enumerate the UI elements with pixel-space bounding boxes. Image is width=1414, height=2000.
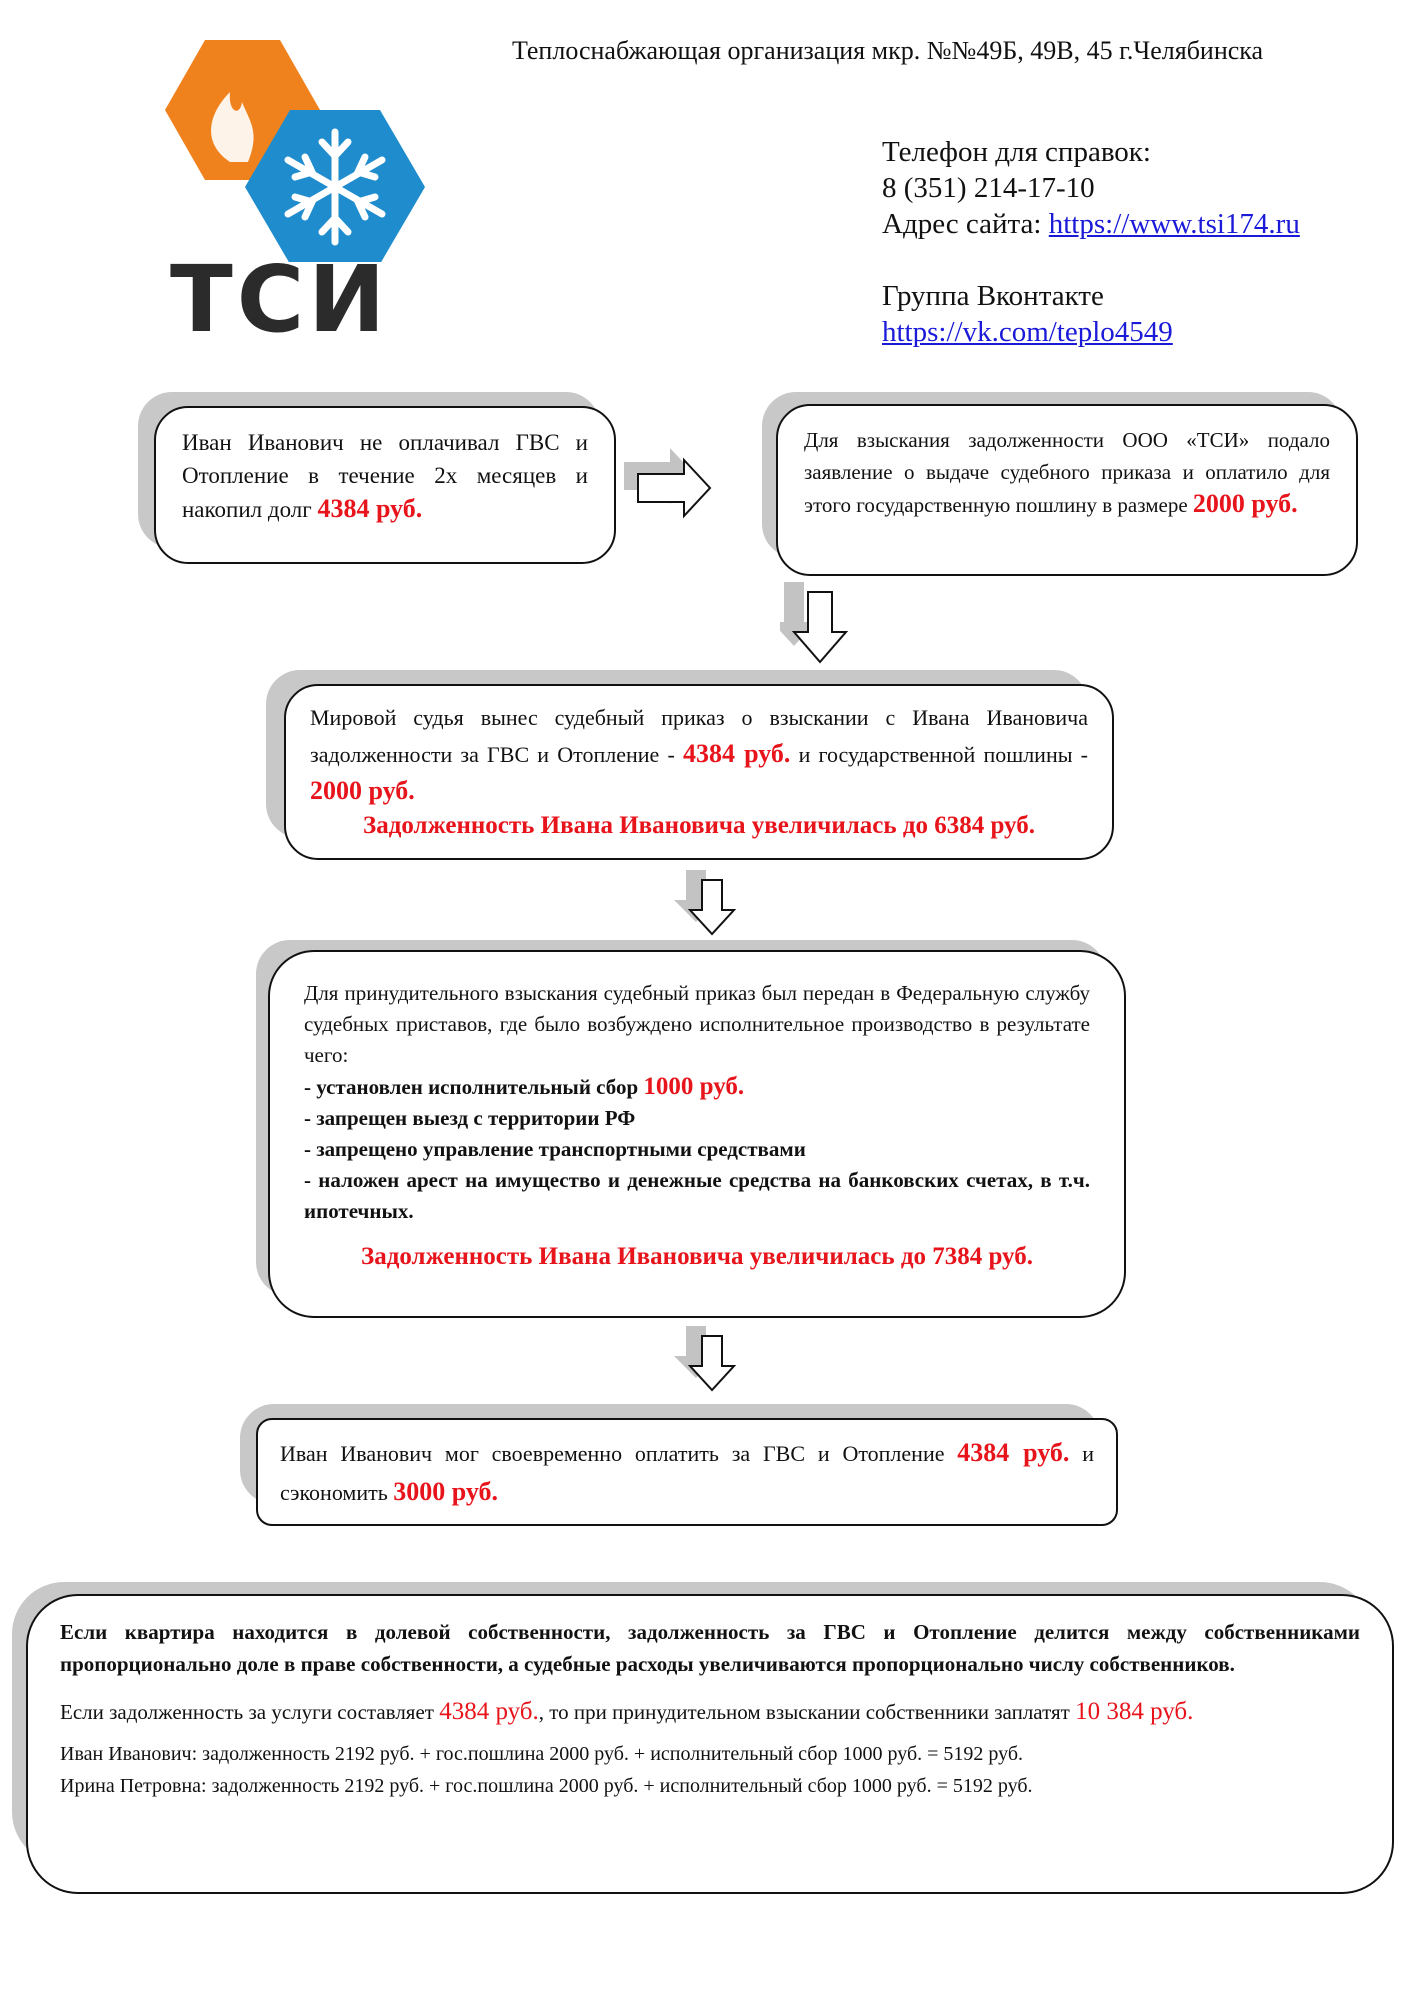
note-line2-amount-b: 10 384 руб. (1075, 1698, 1194, 1725)
step2-amount: 2000 руб. (1192, 489, 1298, 518)
step1-box (154, 406, 616, 564)
step5-amount-a: 4384 руб. (957, 1438, 1070, 1467)
step4-item1-amount: 1000 руб. (643, 1073, 745, 1100)
note-owner1: Иван Иванович: задолженность 2192 руб. + гос.пошлина 2000 руб. + исполнительный сбор 1000 руб. = 5192 руб. (60, 1743, 1024, 1765)
note-owner2: Ирина Петровна: задолженность 2192 руб. + гос.пошлина 2000 руб. + исполнительный сбор 1000 руб. = 5192 руб. (60, 1775, 1033, 1797)
vk-label: Группа Вконтакте (882, 280, 1104, 312)
note-box (26, 1594, 1394, 1894)
step4-box (268, 950, 1126, 1318)
contacts (882, 134, 1300, 350)
note-line2-a: Если задолженность за услуги составляет (60, 1700, 440, 1724)
org-title: Теплоснабжающая организация мкр. №№49Б, 49В, 45 г.Челябинска (512, 36, 1264, 65)
step3-text-b: и государственной пошлины - (790, 742, 1089, 767)
note-line2-b: , то при принудительном взыскании собственники заплатят (538, 1700, 1076, 1724)
step1-text: Иван Иванович не оплачивал ГВС и Отопление в течение 2х месяцев и накопил долг (182, 430, 588, 522)
step4-total: Задолженность Ивана Ивановича увеличилась до 7384 руб. (361, 1243, 1033, 1270)
step2-box (776, 404, 1358, 576)
logo (130, 32, 430, 353)
step4-item1: - установлен исполнительный сбор (304, 1075, 644, 1099)
down-arrow-icon (780, 582, 860, 672)
phone-number: 8 (351) 214-17-10 (882, 172, 1095, 204)
step5-text-a: Иван Иванович мог своевременно оплатить за ГВС и Отопление (280, 1441, 958, 1466)
step5-box (256, 1418, 1118, 1526)
down-arrow-icon (672, 870, 752, 944)
step5-amount-b: 3000 руб. (393, 1477, 499, 1506)
phone-label: Телефон для справок: (882, 136, 1151, 168)
step4-item3: - запрещено управление транспортными средствами (304, 1137, 806, 1161)
step2-text: Для взыскания задолженности ООО «ТСИ» подало заявление о выдаче судебного приказа и оплатило для этого государственную пошлину в размере (804, 428, 1330, 517)
step3-amount-a: 4384 руб. (682, 739, 791, 768)
step4-item2: - запрещен выезд с территории РФ (304, 1106, 636, 1130)
step1-amount: 4384 руб. (317, 494, 423, 523)
right-arrow-icon (624, 448, 718, 520)
step4-intro: Для принудительного взыскания судебный приказ был передан в Федеральную службу судебных приставов, где было возбуждено исполнительное производство в результате чего: (304, 981, 1090, 1067)
step3-box (284, 684, 1114, 860)
step4-item4: - наложен арест на имущество и денежные средства на банковских счетах, в т.ч. ипотечных. (304, 1168, 1090, 1223)
down-arrow-icon (672, 1326, 752, 1400)
site-label: Адрес сайта: (882, 208, 1049, 240)
step3-text-a: Мировой судья вынес судебный приказ о взыскании с Ивана Ивановича задолженности за ГВС и Отопление - (310, 705, 1088, 767)
step3-total: Задолженность Ивана Ивановича увеличилась до 6384 руб. (363, 812, 1035, 839)
note-line2-amount-a: 4384 руб. (439, 1698, 539, 1725)
step5-text-b: и сэкономить (280, 1441, 1094, 1505)
site-row (882, 206, 1300, 242)
step3-amount-b: 2000 руб. (310, 776, 415, 805)
site-link[interactable]: https://www.tsi174.ru (1048, 208, 1300, 240)
logo-graphic (130, 32, 430, 262)
vk-link[interactable]: https://vk.com/teplo4549 (882, 316, 1173, 348)
note-bold: Если квартира находится в долевой собственности, задолженность за ГВС и Отопление делится между собственниками пропорционально доле в праве собственности, а судебные расходы увеличиваются пропорционально числу собственников. (60, 1620, 1360, 1676)
logo-text: ТСИ (170, 246, 390, 353)
